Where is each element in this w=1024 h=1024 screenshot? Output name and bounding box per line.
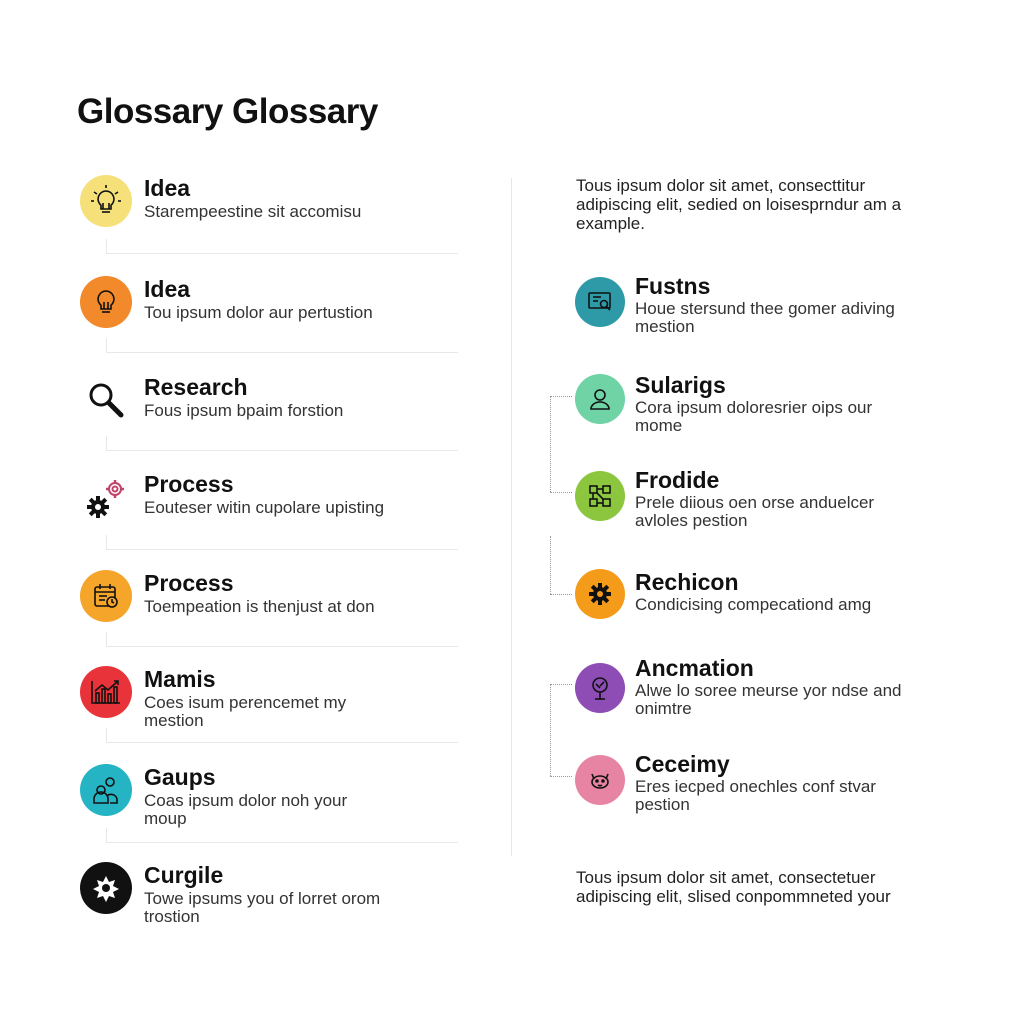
separator-tick bbox=[106, 338, 107, 352]
column-divider bbox=[511, 178, 512, 856]
connector-line bbox=[550, 594, 572, 595]
item-description: Toempeation is thenjust at don bbox=[144, 597, 375, 616]
page-title: Glossary Glossary bbox=[77, 92, 378, 131]
item-title: Process bbox=[144, 570, 234, 596]
separator bbox=[106, 450, 458, 451]
item-description: Eres iecped onechles conf stvar pestion bbox=[635, 777, 876, 814]
connector-line bbox=[550, 396, 572, 397]
item-description: Fous ipsum bpaim forstion bbox=[144, 401, 344, 420]
item-title: Rechicon bbox=[635, 569, 739, 595]
item-description: Starempeestine sit accomisu bbox=[144, 202, 362, 221]
magnifier-icon bbox=[80, 374, 132, 426]
separator bbox=[106, 549, 458, 550]
user-icon bbox=[575, 374, 625, 424]
people-icon bbox=[80, 764, 132, 816]
separator bbox=[106, 253, 458, 254]
item-description: Houe stersund thee gomer adiving mestion bbox=[635, 299, 895, 336]
footer-paragraph: Tous ipsum dolor sit amet, consectetuer adipiscing elit, slised conpommneted your bbox=[576, 868, 891, 906]
item-description: Coes isum perencemet my mestion bbox=[144, 693, 347, 730]
connector-line bbox=[550, 492, 572, 493]
item-description: Alwe lo soree meurse yor ndse and onimtre bbox=[635, 681, 902, 718]
item-title: Ancmation bbox=[635, 655, 754, 681]
separator bbox=[106, 646, 458, 647]
item-description: Prele diious oen orse anduelcer avloles pestion bbox=[635, 493, 875, 530]
gears-icon bbox=[80, 471, 132, 523]
item-title: Ceceimy bbox=[635, 751, 730, 777]
item-title: Gaups bbox=[144, 764, 216, 790]
item-title: Sularigs bbox=[635, 372, 726, 398]
separator-tick bbox=[106, 728, 107, 742]
item-title: Idea bbox=[144, 276, 191, 302]
separator bbox=[106, 842, 458, 843]
connector-line bbox=[550, 684, 572, 685]
item-description: Tou ipsum dolor aur pertustion bbox=[144, 303, 373, 322]
item-description: Cora ipsum doloresrier oips our mome bbox=[635, 398, 873, 435]
item-title: Fustns bbox=[635, 273, 711, 299]
separator-tick bbox=[106, 828, 107, 842]
tree-icon bbox=[575, 663, 625, 713]
item-title: Process bbox=[144, 471, 234, 497]
item-title: Mamis bbox=[144, 666, 216, 692]
calendar-icon bbox=[80, 570, 132, 622]
puzzle-icon bbox=[80, 862, 132, 914]
separator-tick bbox=[106, 535, 107, 549]
item-title: Frodide bbox=[635, 467, 720, 493]
chart-icon bbox=[80, 666, 132, 718]
monitor-icon bbox=[575, 277, 625, 327]
gear-icon bbox=[575, 569, 625, 619]
connector-line bbox=[550, 684, 551, 776]
lightbulb-icon bbox=[80, 175, 132, 227]
connector-line bbox=[550, 776, 572, 777]
separator-tick bbox=[106, 632, 107, 646]
separator bbox=[106, 352, 458, 353]
item-description: Condicising compecationd amg bbox=[635, 595, 872, 614]
network-icon bbox=[575, 471, 625, 521]
cat-icon bbox=[575, 755, 625, 805]
connector-line bbox=[550, 536, 551, 594]
separator-tick bbox=[106, 436, 107, 450]
item-description: Coas ipsum dolor noh your moup bbox=[144, 791, 348, 828]
connector-line bbox=[550, 396, 551, 492]
lightbulb-icon bbox=[80, 276, 132, 328]
separator bbox=[106, 742, 458, 743]
separator-tick bbox=[106, 239, 107, 253]
item-title: Idea bbox=[144, 175, 191, 201]
item-description: Towe ipsums you of lorret orom trostion bbox=[144, 889, 381, 926]
item-title: Research bbox=[144, 374, 248, 400]
item-title: Curgile bbox=[144, 862, 224, 888]
item-description: Eouteser witin cupolare upisting bbox=[144, 498, 385, 517]
intro-paragraph: Tous ipsum dolor sit amet, consecttitur adipiscing elit, sedied on loisesprndur am a example. bbox=[576, 176, 902, 233]
